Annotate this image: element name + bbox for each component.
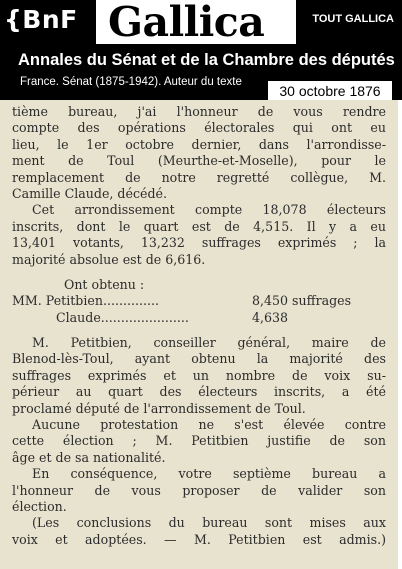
page-text [12, 104, 386, 548]
paragraph-5 [12, 466, 386, 515]
text-line: lieu, le 1er octobre dernier, dans l'arrondisse- [12, 136, 386, 152]
text-line: En conséquence, votre septième bureau a [32, 466, 386, 482]
text-line: remplacement de notre regretté collègue, M. [12, 169, 386, 185]
spacer [12, 326, 386, 335]
bnf-logo[interactable]: {BnF [4, 5, 78, 34]
text-line: Blenod-lès-Toul, ayant obtenu la majorité des [12, 351, 386, 367]
text-line: cette élection ; M. Petitbien justifie de son [12, 433, 386, 449]
candidate-name: Claude...................... [56, 309, 189, 325]
vote-row [12, 293, 386, 309]
candidate-votes: 8,450 suffrages [252, 293, 352, 309]
text-line: âge et de sa nationalité. [12, 449, 166, 465]
paragraph-2 [12, 202, 386, 268]
text-line: Cet arrondissement compte 18,078 électeurs [32, 202, 386, 218]
document-title: Annales du Sénat et de la Chambre des députés [18, 51, 395, 69]
paragraph-4 [12, 417, 386, 466]
text-line: inscrits, dont le quart est de 4,515. Il y a eu [12, 218, 386, 234]
gallica-logo[interactable] [96, 0, 296, 44]
gallica-header [0, 0, 402, 100]
issue-date-badge[interactable]: 30 octobre 1876 [267, 80, 393, 103]
text-line: l'honneur de vous proposer de valider son [12, 482, 386, 498]
candidate-votes: 4,638 [252, 309, 289, 325]
text-line: majorité absolue est de 6,616. [12, 251, 206, 267]
text-line: élection. [12, 498, 67, 514]
text-line: tième bureau, j'ai l'honneur de vous rendre [12, 104, 386, 119]
text-line: (Les conclusions du bureau sont mises aux [32, 515, 386, 531]
text-line: périeur au quart des électeurs inscrits, a été [12, 384, 386, 400]
text-line: M. Petitbien, conseiller général, maire de [32, 335, 386, 351]
text-line: compte des opérations électorales qui ont eu [12, 120, 386, 136]
text-line: Camille Claude, décédé. [12, 185, 167, 201]
text-line: voix et adoptées. — M. Petitbien est admis.) [12, 531, 386, 547]
text-line: Aucune protestation ne s'est élevée contre [32, 417, 386, 433]
candidate-name: MM. Petitbien.............. [12, 293, 160, 309]
scanned-page [0, 100, 398, 569]
page-edge [398, 100, 402, 569]
vote-row [12, 310, 386, 326]
paragraph-6 [12, 515, 386, 548]
text-line: proclamé député de l'arrondissement de Toul. [12, 400, 306, 416]
spacer [12, 268, 386, 277]
paragraph-1 [12, 104, 386, 202]
text-line: suffrages exprimés et un nombre de voix su- [12, 367, 386, 383]
text-line: 13,401 votants, 13,232 suffrages exprimés ; la [12, 235, 386, 251]
paragraph-3 [12, 335, 386, 417]
gallica-logo-text: Gallica [108, 0, 265, 46]
obtained-heading: Ont obtenu : [64, 276, 145, 292]
document-author-link[interactable]: France. Sénat (1875-1942). Auteur du texte [20, 76, 242, 88]
text-line: ment de Toul (Meurthe-et-Moselle), pour le [12, 153, 386, 169]
tout-gallica-link[interactable]: TOUT GALLICA [312, 13, 394, 25]
